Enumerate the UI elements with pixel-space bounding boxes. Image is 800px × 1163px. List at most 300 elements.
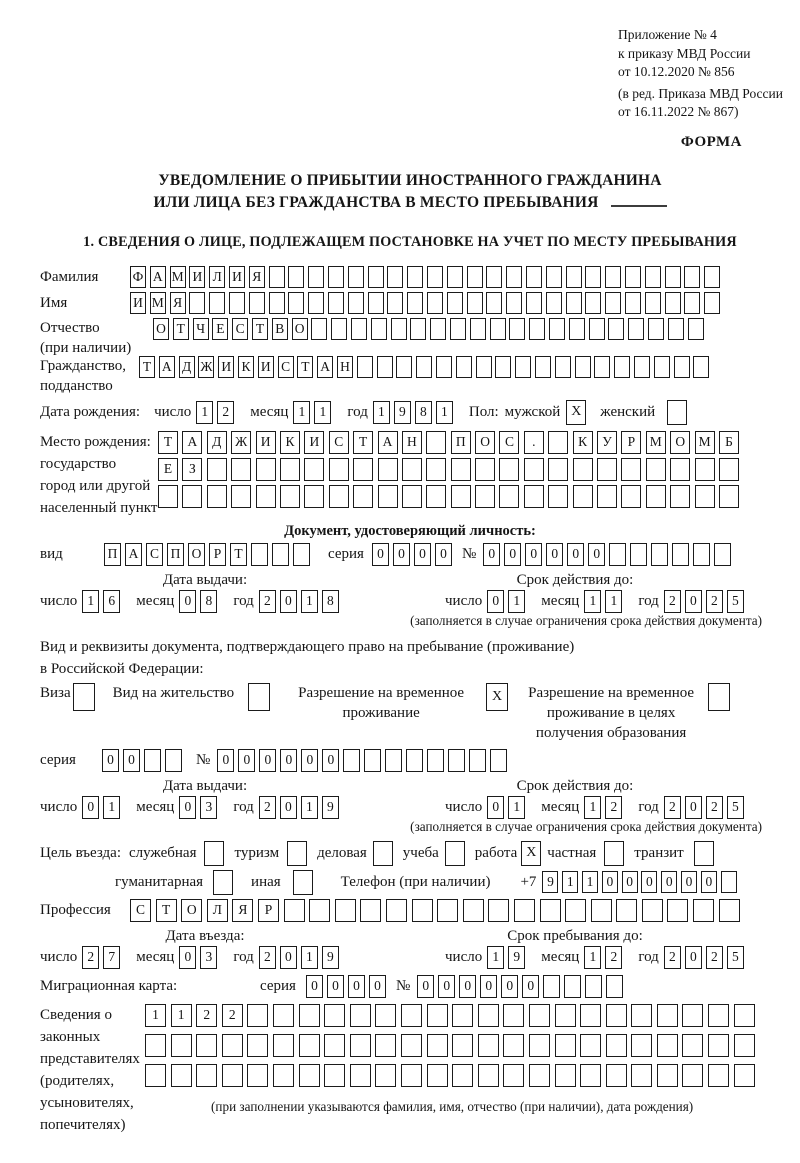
char-box[interactable] (364, 749, 381, 772)
char-box[interactable]: 0 (525, 543, 542, 566)
char-box[interactable] (657, 1004, 678, 1027)
char-box[interactable] (630, 543, 647, 566)
char-box[interactable]: 0 (179, 796, 196, 819)
char-box[interactable]: 0 (372, 543, 389, 566)
char-box[interactable] (288, 266, 304, 288)
char-box[interactable]: 1 (145, 1004, 166, 1027)
char-box[interactable] (385, 749, 402, 772)
char-box[interactable] (247, 1064, 268, 1087)
char-box[interactable]: 0 (179, 946, 196, 969)
char-box[interactable] (328, 266, 344, 288)
char-box[interactable] (288, 292, 304, 314)
char-box[interactable]: 0 (602, 871, 618, 893)
char-box[interactable] (280, 458, 300, 481)
char-box[interactable] (416, 356, 432, 378)
char-box[interactable]: 2 (706, 946, 723, 969)
char-box[interactable] (621, 458, 641, 481)
char-box[interactable]: 2 (259, 946, 276, 969)
char-box[interactable] (463, 899, 484, 922)
char-box[interactable] (608, 318, 624, 340)
char-box[interactable]: М (170, 266, 186, 288)
char-box[interactable]: 2 (605, 946, 622, 969)
char-box[interactable] (196, 1034, 217, 1057)
char-box[interactable]: К (238, 356, 254, 378)
char-box[interactable]: А (125, 543, 142, 566)
char-box[interactable] (499, 458, 519, 481)
char-box[interactable]: Н (337, 356, 353, 378)
char-box[interactable] (378, 458, 398, 481)
char-box[interactable] (555, 1004, 576, 1027)
char-box[interactable] (486, 266, 502, 288)
char-box[interactable] (555, 1034, 576, 1057)
char-box[interactable] (524, 458, 544, 481)
char-box[interactable] (371, 318, 387, 340)
char-box[interactable] (585, 975, 602, 998)
char-box[interactable] (524, 485, 544, 508)
char-box[interactable] (375, 1004, 396, 1027)
char-box[interactable] (526, 292, 542, 314)
char-box[interactable] (158, 485, 178, 508)
char-box[interactable]: 1 (293, 401, 310, 424)
char-box[interactable]: 2 (664, 796, 681, 819)
char-box[interactable]: 9 (394, 401, 411, 424)
char-box[interactable]: А (150, 266, 166, 288)
char-box[interactable] (304, 485, 324, 508)
char-box[interactable]: З (182, 458, 202, 481)
char-box[interactable] (693, 543, 710, 566)
char-box[interactable] (348, 266, 364, 288)
char-box[interactable] (529, 1004, 550, 1027)
char-box[interactable]: 0 (414, 543, 431, 566)
char-box[interactable] (682, 1064, 703, 1087)
char-box[interactable]: Л (209, 266, 225, 288)
char-box[interactable] (634, 356, 650, 378)
char-box[interactable]: К (573, 431, 593, 454)
char-box[interactable] (427, 749, 444, 772)
char-box[interactable] (708, 1064, 729, 1087)
char-box[interactable] (594, 356, 610, 378)
char-box[interactable] (329, 485, 349, 508)
char-box[interactable]: Л (207, 899, 228, 922)
char-box[interactable] (589, 318, 605, 340)
char-box[interactable]: М (150, 292, 166, 314)
char-box[interactable]: 2 (605, 796, 622, 819)
char-box[interactable]: 9 (322, 796, 339, 819)
char-box[interactable]: 2 (259, 590, 276, 613)
char-box[interactable] (269, 266, 285, 288)
char-box[interactable]: 1 (373, 401, 390, 424)
char-box[interactable]: 2 (222, 1004, 243, 1027)
char-box[interactable]: М (695, 431, 715, 454)
char-box[interactable]: 0 (681, 871, 697, 893)
char-box[interactable] (529, 318, 545, 340)
char-box[interactable] (631, 1004, 652, 1027)
char-box[interactable] (621, 485, 641, 508)
char-box[interactable]: Д (179, 356, 195, 378)
char-box[interactable]: И (218, 356, 234, 378)
char-box[interactable] (546, 266, 562, 288)
char-box[interactable] (529, 1034, 550, 1057)
char-box[interactable] (247, 1004, 268, 1027)
char-box[interactable]: Б (719, 431, 739, 454)
char-box[interactable] (402, 485, 422, 508)
char-box[interactable]: М (646, 431, 666, 454)
char-box[interactable] (401, 1004, 422, 1027)
char-box[interactable]: Т (353, 431, 373, 454)
char-box[interactable]: 0 (483, 543, 500, 566)
char-box[interactable]: Т (156, 899, 177, 922)
char-box[interactable]: 0 (217, 749, 234, 772)
char-box[interactable] (475, 485, 495, 508)
char-box[interactable]: И (256, 431, 276, 454)
char-box[interactable]: 0 (641, 871, 657, 893)
char-box[interactable] (328, 292, 344, 314)
char-box[interactable] (580, 1004, 601, 1027)
char-box[interactable] (585, 266, 601, 288)
char-box[interactable] (335, 899, 356, 922)
char-box[interactable]: И (229, 266, 245, 288)
char-box[interactable] (555, 1064, 576, 1087)
char-box[interactable] (654, 356, 670, 378)
char-box[interactable] (308, 292, 324, 314)
char-box[interactable]: 0 (306, 975, 323, 998)
char-box[interactable] (616, 899, 637, 922)
char-box[interactable] (646, 458, 666, 481)
char-box[interactable] (490, 749, 507, 772)
char-box[interactable]: Р (209, 543, 226, 566)
char-box[interactable] (375, 1034, 396, 1057)
char-box[interactable] (387, 292, 403, 314)
option-visa-checkbox[interactable] (73, 683, 95, 711)
char-box[interactable]: С (499, 431, 519, 454)
char-box[interactable]: 0 (259, 749, 276, 772)
char-box[interactable] (273, 1004, 294, 1027)
char-box[interactable] (426, 485, 446, 508)
char-box[interactable]: 1 (508, 796, 525, 819)
char-box[interactable] (591, 899, 612, 922)
purpose-other-checkbox[interactable] (293, 870, 313, 895)
char-box[interactable] (490, 318, 506, 340)
char-box[interactable]: Т (252, 318, 268, 340)
char-box[interactable] (249, 292, 265, 314)
char-box[interactable] (573, 458, 593, 481)
char-box[interactable]: 0 (487, 590, 504, 613)
char-box[interactable] (597, 485, 617, 508)
char-box[interactable]: 0 (417, 975, 434, 998)
char-box[interactable] (171, 1034, 192, 1057)
char-box[interactable] (606, 1034, 627, 1057)
char-box[interactable]: 2 (706, 796, 723, 819)
char-box[interactable]: С (278, 356, 294, 378)
char-box[interactable] (451, 458, 471, 481)
char-box[interactable]: 2 (706, 590, 723, 613)
char-box[interactable]: 6 (103, 590, 120, 613)
char-box[interactable] (375, 1064, 396, 1087)
char-box[interactable] (368, 266, 384, 288)
char-box[interactable]: 1 (301, 946, 318, 969)
char-box[interactable] (386, 899, 407, 922)
char-box[interactable]: В (272, 318, 288, 340)
char-box[interactable]: 3 (200, 946, 217, 969)
char-box[interactable] (597, 458, 617, 481)
char-box[interactable] (674, 356, 690, 378)
char-box[interactable] (645, 266, 661, 288)
char-box[interactable]: Ж (198, 356, 214, 378)
char-box[interactable]: Д (207, 431, 227, 454)
char-box[interactable] (427, 266, 443, 288)
char-box[interactable]: 0 (480, 975, 497, 998)
char-box[interactable]: Е (212, 318, 228, 340)
char-box[interactable]: 1 (584, 796, 601, 819)
char-box[interactable]: 0 (504, 543, 521, 566)
char-box[interactable]: Ж (231, 431, 251, 454)
char-box[interactable] (565, 899, 586, 922)
char-box[interactable] (324, 1004, 345, 1027)
char-box[interactable] (734, 1064, 755, 1087)
char-box[interactable] (251, 543, 268, 566)
char-box[interactable] (631, 1034, 652, 1057)
char-box[interactable] (273, 1064, 294, 1087)
char-box[interactable]: 0 (280, 749, 297, 772)
char-box[interactable] (475, 458, 495, 481)
char-box[interactable] (284, 899, 305, 922)
char-box[interactable]: 3 (200, 796, 217, 819)
char-box[interactable]: А (159, 356, 175, 378)
char-box[interactable]: А (378, 431, 398, 454)
char-box[interactable]: С (146, 543, 163, 566)
char-box[interactable] (343, 749, 360, 772)
char-box[interactable]: 0 (435, 543, 452, 566)
char-box[interactable]: 0 (487, 796, 504, 819)
char-box[interactable] (450, 318, 466, 340)
char-box[interactable]: О (475, 431, 495, 454)
purpose-humanitarian-checkbox[interactable] (213, 870, 233, 895)
char-box[interactable] (631, 1064, 652, 1087)
char-box[interactable]: 0 (280, 946, 297, 969)
char-box[interactable] (368, 292, 384, 314)
char-box[interactable] (456, 356, 472, 378)
char-box[interactable]: 1 (487, 946, 504, 969)
char-box[interactable]: 1 (196, 401, 213, 424)
char-box[interactable]: 0 (102, 749, 119, 772)
char-box[interactable] (657, 1064, 678, 1087)
char-box[interactable] (311, 318, 327, 340)
char-box[interactable]: П (167, 543, 184, 566)
char-box[interactable]: И (189, 266, 205, 288)
option-temp-residence-edu-checkbox[interactable] (708, 683, 730, 711)
char-box[interactable] (670, 485, 690, 508)
char-box[interactable] (256, 458, 276, 481)
char-box[interactable]: 1 (582, 871, 598, 893)
char-box[interactable] (580, 1064, 601, 1087)
char-box[interactable] (573, 485, 593, 508)
char-box[interactable] (734, 1004, 755, 1027)
char-box[interactable]: С (130, 899, 151, 922)
char-box[interactable]: 2 (217, 401, 234, 424)
purpose-private-checkbox[interactable] (604, 841, 624, 866)
char-box[interactable] (402, 458, 422, 481)
char-box[interactable] (144, 749, 161, 772)
char-box[interactable] (324, 1034, 345, 1057)
char-box[interactable]: Н (402, 431, 422, 454)
char-box[interactable]: Я (170, 292, 186, 314)
char-box[interactable] (714, 543, 731, 566)
char-box[interactable] (350, 1034, 371, 1057)
char-box[interactable]: 5 (727, 590, 744, 613)
char-box[interactable] (708, 1004, 729, 1027)
char-box[interactable] (351, 318, 367, 340)
char-box[interactable] (495, 356, 511, 378)
char-box[interactable] (665, 266, 681, 288)
char-box[interactable]: 8 (322, 590, 339, 613)
char-box[interactable]: 1 (508, 590, 525, 613)
char-box[interactable]: 2 (664, 590, 681, 613)
char-box[interactable]: 1 (301, 796, 318, 819)
char-box[interactable]: О (153, 318, 169, 340)
char-box[interactable] (682, 1034, 703, 1057)
char-box[interactable] (350, 1004, 371, 1027)
char-box[interactable] (486, 292, 502, 314)
char-box[interactable] (222, 1064, 243, 1087)
char-box[interactable] (165, 749, 182, 772)
char-box[interactable] (651, 543, 668, 566)
char-box[interactable]: 0 (546, 543, 563, 566)
char-box[interactable] (503, 1004, 524, 1027)
char-box[interactable] (436, 356, 452, 378)
purpose-work-checkbox[interactable]: X (521, 841, 541, 866)
char-box[interactable]: О (670, 431, 690, 454)
char-box[interactable] (410, 318, 426, 340)
char-box[interactable] (514, 899, 535, 922)
char-box[interactable]: 9 (542, 871, 558, 893)
char-box[interactable] (548, 431, 568, 454)
char-box[interactable] (427, 292, 443, 314)
char-box[interactable]: 8 (415, 401, 432, 424)
char-box[interactable]: 0 (280, 590, 297, 613)
char-box[interactable] (171, 1064, 192, 1087)
char-box[interactable]: 1 (103, 796, 120, 819)
char-box[interactable] (401, 1034, 422, 1057)
char-box[interactable]: 0 (348, 975, 365, 998)
char-box[interactable] (605, 266, 621, 288)
char-box[interactable]: 5 (727, 946, 744, 969)
char-box[interactable]: 2 (196, 1004, 217, 1027)
char-box[interactable]: 1 (82, 590, 99, 613)
char-box[interactable] (360, 899, 381, 922)
char-box[interactable]: 0 (393, 543, 410, 566)
option-residence-permit-checkbox[interactable] (248, 683, 270, 711)
char-box[interactable]: 1 (562, 871, 578, 893)
purpose-study-checkbox[interactable] (445, 841, 465, 866)
char-box[interactable] (231, 485, 251, 508)
char-box[interactable] (406, 749, 423, 772)
char-box[interactable] (657, 1034, 678, 1057)
char-box[interactable] (478, 1034, 499, 1057)
char-box[interactable] (543, 975, 560, 998)
char-box[interactable] (682, 1004, 703, 1027)
char-box[interactable] (299, 1034, 320, 1057)
gender-male-checkbox[interactable]: X (566, 400, 586, 425)
char-box[interactable] (585, 292, 601, 314)
char-box[interactable] (452, 1004, 473, 1027)
char-box[interactable] (427, 1004, 448, 1027)
char-box[interactable] (272, 543, 289, 566)
char-box[interactable]: 0 (238, 749, 255, 772)
char-box[interactable] (353, 458, 373, 481)
char-box[interactable]: 1 (171, 1004, 192, 1027)
char-box[interactable] (684, 292, 700, 314)
purpose-tourism-checkbox[interactable] (287, 841, 307, 866)
char-box[interactable] (499, 485, 519, 508)
char-box[interactable] (293, 543, 310, 566)
char-box[interactable]: 1 (314, 401, 331, 424)
gender-female-checkbox[interactable] (667, 400, 687, 425)
char-box[interactable]: 0 (438, 975, 455, 998)
char-box[interactable]: . (524, 431, 544, 454)
char-box[interactable] (467, 292, 483, 314)
char-box[interactable]: 2 (259, 796, 276, 819)
char-box[interactable] (529, 1064, 550, 1087)
char-box[interactable] (708, 1034, 729, 1057)
char-box[interactable] (506, 292, 522, 314)
char-box[interactable] (324, 1064, 345, 1087)
char-box[interactable]: Т (230, 543, 247, 566)
char-box[interactable]: 7 (103, 946, 120, 969)
char-box[interactable]: 0 (501, 975, 518, 998)
char-box[interactable] (447, 266, 463, 288)
char-box[interactable]: 2 (664, 946, 681, 969)
char-box[interactable]: 0 (685, 796, 702, 819)
char-box[interactable]: У (597, 431, 617, 454)
char-box[interactable] (606, 1004, 627, 1027)
char-box[interactable]: 0 (123, 749, 140, 772)
char-box[interactable] (549, 318, 565, 340)
char-box[interactable] (304, 458, 324, 481)
char-box[interactable] (719, 458, 739, 481)
char-box[interactable]: 9 (322, 946, 339, 969)
char-box[interactable] (426, 458, 446, 481)
char-box[interactable]: А (317, 356, 333, 378)
char-box[interactable] (478, 1064, 499, 1087)
char-box[interactable] (605, 292, 621, 314)
char-box[interactable]: 2 (82, 946, 99, 969)
char-box[interactable]: 0 (459, 975, 476, 998)
char-box[interactable] (430, 318, 446, 340)
char-box[interactable] (269, 292, 285, 314)
char-box[interactable] (506, 266, 522, 288)
char-box[interactable] (256, 485, 276, 508)
char-box[interactable] (308, 266, 324, 288)
char-box[interactable]: 0 (369, 975, 386, 998)
char-box[interactable] (566, 266, 582, 288)
char-box[interactable]: 0 (280, 796, 297, 819)
char-box[interactable] (427, 1034, 448, 1057)
char-box[interactable] (357, 356, 373, 378)
char-box[interactable] (412, 899, 433, 922)
char-box[interactable] (688, 318, 704, 340)
char-box[interactable]: 1 (605, 590, 622, 613)
char-box[interactable] (503, 1064, 524, 1087)
char-box[interactable] (348, 292, 364, 314)
char-box[interactable]: И (130, 292, 146, 314)
char-box[interactable] (467, 266, 483, 288)
char-box[interactable] (569, 318, 585, 340)
char-box[interactable] (515, 356, 531, 378)
char-box[interactable] (377, 356, 393, 378)
char-box[interactable] (628, 318, 644, 340)
char-box[interactable] (182, 485, 202, 508)
char-box[interactable] (548, 485, 568, 508)
